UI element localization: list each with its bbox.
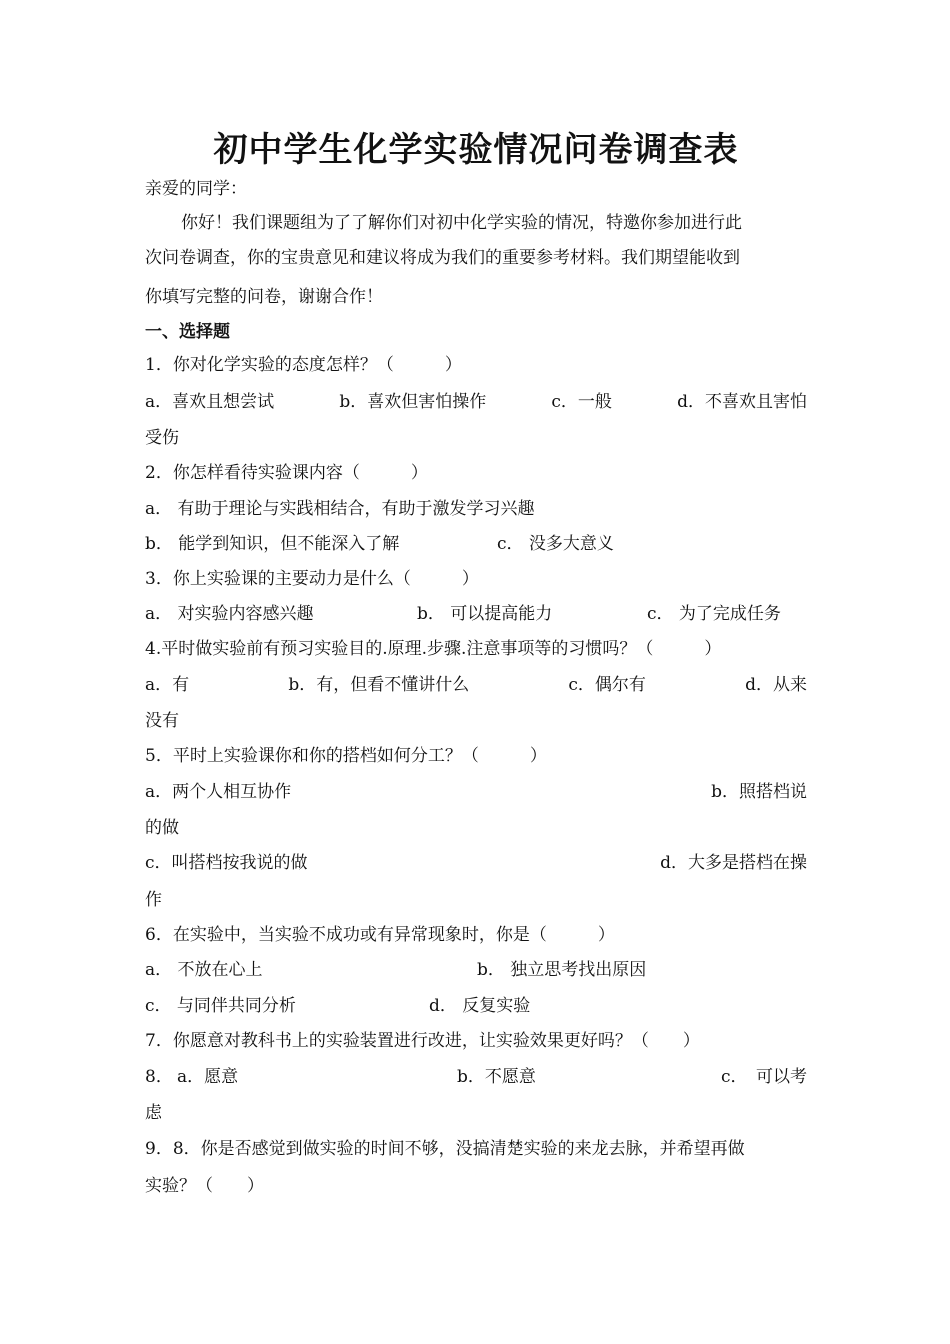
question-3-options <box>145 602 807 626</box>
question-3: 3．你上实验课的主要动力是什么（ ） <box>145 569 479 589</box>
question-8-number: 8． <box>145 1067 173 1087</box>
option-c: c．一般 <box>551 392 612 412</box>
option-a: a．愿意 <box>177 1067 239 1087</box>
option-b: b．不愿意 <box>457 1067 536 1087</box>
question-2-option-a: a． 有助于理论与实践相结合，有助于激发学习兴趣 <box>145 499 535 519</box>
question-2-options-bc <box>145 532 807 556</box>
option-c: c． 可以考 <box>720 1067 807 1087</box>
option-b: b． 能学到知识，但不能深入了解 <box>145 534 400 554</box>
option-c: c．叫搭档按我说的做 <box>145 853 308 873</box>
option-b: b．有，但看不懂讲什么 <box>288 675 470 695</box>
option-a: a． 不放在心上 <box>145 960 263 980</box>
question-5-wrap-2: 作 <box>145 890 162 910</box>
section-heading: 一、选择题 <box>145 322 230 342</box>
question-6-options-ab <box>145 958 807 982</box>
question-1-options <box>145 390 807 414</box>
option-a: a．两个人相互协作 <box>145 782 292 802</box>
option-c: c． 为了完成任务 <box>647 604 781 624</box>
option-b: b．照搭档说 <box>711 782 807 802</box>
option-a: a．有 <box>145 675 190 695</box>
question-8-wrap: 虑 <box>145 1103 162 1123</box>
question-6: 6．在实验中，当实验不成功或有异常现象时，你是（ ） <box>145 925 615 945</box>
option-b: b．喜欢但害怕操作 <box>339 392 487 412</box>
question-5-options-cd <box>145 851 807 875</box>
question-4: 4.平时做实验前有预习实验目的.原理.步骤.注意事项等的习惯吗？（ ） <box>145 639 722 659</box>
question-2: 2．你怎样看待实验课内容（ ） <box>145 463 428 483</box>
question-9-line-2: 实验？（ ） <box>145 1176 264 1196</box>
option-a: a． 对实验内容感兴趣 <box>145 604 314 624</box>
question-8-options <box>145 1065 807 1089</box>
intro-line-3: 你填写完整的问卷，谢谢合作！ <box>145 287 383 307</box>
option-d: d．从来 <box>745 675 807 695</box>
question-5: 5．平时上实验课你和你的搭档如何分工？（ ） <box>145 746 547 766</box>
option-c: c． 没多大意义 <box>497 534 614 554</box>
greeting: 亲爱的同学： <box>145 179 247 199</box>
question-5-wrap-1: 的做 <box>145 818 179 838</box>
question-4-options <box>145 673 807 697</box>
option-b: b． 可以提高能力 <box>417 604 553 624</box>
document-title: 初中学生化学实验情况问卷调查表 <box>213 130 739 170</box>
option-d: d． 反复实验 <box>429 996 531 1016</box>
option-b: b． 独立思考找出原因 <box>477 960 647 980</box>
option-a: a．喜欢且想尝试 <box>145 392 275 412</box>
option-d: d．大多是搭档在操 <box>660 853 807 873</box>
question-6-options-cd <box>145 994 807 1018</box>
question-4-wrap: 没有 <box>145 711 179 731</box>
option-c: c． 与同伴共同分析 <box>145 996 296 1016</box>
option-d: d．不喜欢且害怕 <box>677 392 807 412</box>
question-7: 7．你愿意对教科书上的实验装置进行改进，让实验效果更好吗？（ ） <box>145 1031 700 1051</box>
question-9-line-1: 9．8．你是否感觉到做实验的时间不够，没搞清楚实验的来龙去脉，并希望再做 <box>145 1139 745 1159</box>
intro-line-2: 次问卷调查，你的宝贵意见和建议将成为我们的重要参考材料。我们期望能收到 <box>145 248 740 268</box>
intro-line-1: 你好！我们课题组为了了解你们对初中化学实验的情况，特邀你参加进行此 <box>181 213 742 233</box>
question-1-wrap: 受伤 <box>145 428 179 448</box>
question-5-options-ab <box>145 780 807 804</box>
question-1: 1．你对化学实验的态度怎样？（ ） <box>145 355 462 375</box>
option-c: c．偶尔有 <box>568 675 646 695</box>
